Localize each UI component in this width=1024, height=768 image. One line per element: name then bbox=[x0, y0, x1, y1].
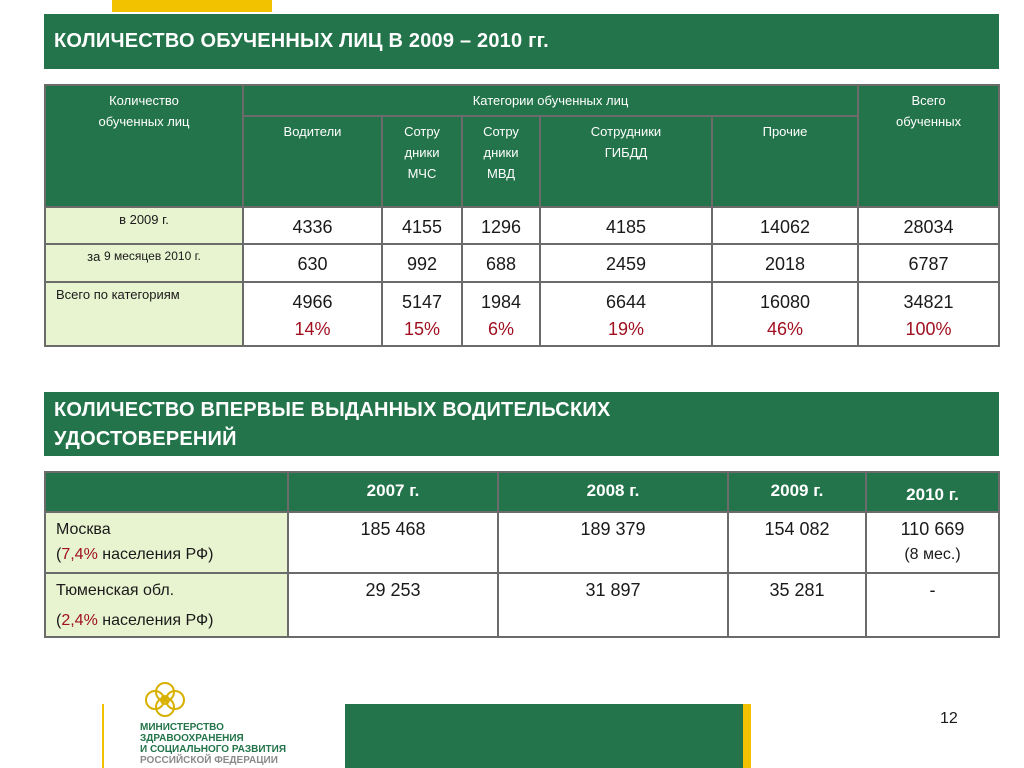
moscow-name: Москва bbox=[56, 521, 111, 538]
header-category-gibdd: Сотрудники ГИБДД bbox=[540, 116, 712, 207]
footer-divider bbox=[102, 704, 104, 768]
row-2009-label: в 2009 г. bbox=[45, 207, 243, 244]
header-category-mchs: Сотру дники МЧС bbox=[382, 116, 462, 207]
licenses-table bbox=[44, 471, 1000, 638]
total-drivers-percent: 14% bbox=[294, 319, 331, 339]
row-total-label: Всего по категориям bbox=[45, 282, 243, 346]
ministry-line4: РОССИЙСКОЙ ФЕДЕРАЦИИ bbox=[140, 755, 278, 766]
row-moscow-label bbox=[45, 512, 288, 573]
cell-total-mchs bbox=[382, 282, 462, 346]
footer-green-bar bbox=[345, 704, 743, 768]
cell-moscow-2009: 154 082 bbox=[728, 512, 866, 573]
moscow-2010-note: (8 мес.) bbox=[904, 546, 961, 563]
total-gibdd-percent: 19% bbox=[607, 319, 645, 339]
total-all-percent: 100% bbox=[905, 319, 952, 339]
cell-2010-mvd: 688 bbox=[462, 244, 540, 282]
ministry-logo-icon bbox=[135, 680, 195, 720]
cell-2010-mchs: 992 bbox=[382, 244, 462, 282]
cell-2009-other: 14062 bbox=[712, 207, 858, 244]
section1-title-text: КОЛИЧЕСТВО ОБУЧЕННЫХ ЛИЦ В 2009 – 2010 гг. bbox=[54, 30, 549, 52]
cell-moscow-2008: 189 379 bbox=[498, 512, 728, 573]
total-other-value: 16080 bbox=[759, 292, 811, 312]
cell-2010-drivers: 630 bbox=[243, 244, 382, 282]
cell-tyumen-2008: 31 897 bbox=[498, 573, 728, 637]
moscow-population: (7,4% населения РФ) bbox=[56, 546, 214, 563]
section2-title-line2: УДОСТОВЕРЕНИЙ bbox=[54, 428, 237, 450]
cell-total-all bbox=[858, 282, 999, 346]
cell-total-mvd bbox=[462, 282, 540, 346]
total-other-percent: 46% bbox=[767, 319, 804, 339]
cell-tyumen-2007: 29 253 bbox=[288, 573, 498, 637]
cell-total-drivers bbox=[243, 282, 382, 346]
total-mchs-percent: 15% bbox=[403, 319, 441, 339]
total-gibdd-value: 6644 bbox=[605, 292, 647, 312]
moscow-2010-value: 110 669 bbox=[900, 519, 965, 539]
header-total-label: Всего обученных bbox=[858, 85, 999, 207]
section1-title bbox=[44, 14, 999, 69]
row-2010-period: 9 месяцев 2010 г. bbox=[104, 249, 201, 263]
cell-tyumen-2010: - bbox=[866, 573, 999, 637]
header-year-2010: 2010 г. bbox=[866, 472, 999, 512]
cell-moscow-2007: 185 468 bbox=[288, 512, 498, 573]
ministry-line1: МИНИСТЕРСТВО bbox=[140, 722, 224, 733]
page-number: 12 bbox=[940, 710, 958, 727]
cell-2009-gibdd: 4185 bbox=[540, 207, 712, 244]
total-mvd-value: 1984 bbox=[480, 292, 522, 312]
cell-2009-mchs: 4155 bbox=[382, 207, 462, 244]
header-category-drivers: Водители bbox=[243, 116, 382, 207]
cell-2010-total: 6787 bbox=[858, 244, 999, 282]
header-category-mvd: Сотру дники МВД bbox=[462, 116, 540, 207]
header-category-other: Прочие bbox=[712, 116, 858, 207]
top-accent-bar bbox=[112, 0, 272, 12]
footer-yellow-bar bbox=[743, 704, 751, 768]
cell-tyumen-2009: 35 281 bbox=[728, 573, 866, 637]
cell-2010-gibdd: 2459 bbox=[540, 244, 712, 282]
cell-2009-drivers: 4336 bbox=[243, 207, 382, 244]
tyumen-name: Тюменская обл. bbox=[56, 582, 175, 599]
header-year-2007: 2007 г. bbox=[288, 472, 498, 512]
cell-2010-other: 2018 bbox=[712, 244, 858, 282]
total-all-value: 34821 bbox=[903, 292, 954, 312]
cell-moscow-2010 bbox=[866, 512, 999, 573]
header-categories-label: Категории обученных лиц bbox=[243, 85, 858, 116]
section2-title bbox=[44, 392, 999, 456]
cell-total-gibdd bbox=[540, 282, 712, 346]
ministry-name bbox=[140, 722, 286, 766]
tyumen-percent: 2,4% bbox=[61, 612, 98, 629]
total-mchs-value: 5147 bbox=[401, 292, 443, 312]
moscow-percent: 7,4% bbox=[61, 546, 98, 563]
header-year-2008: 2008 г. bbox=[498, 472, 728, 512]
total-drivers-value: 4966 bbox=[292, 292, 333, 312]
cell-2009-total: 28034 bbox=[858, 207, 999, 244]
header-empty bbox=[45, 472, 288, 512]
total-mvd-percent: 6% bbox=[487, 319, 514, 339]
trained-people-table bbox=[44, 84, 1000, 347]
row-tyumen-label bbox=[45, 573, 288, 637]
cell-2009-mvd: 1296 bbox=[462, 207, 540, 244]
ministry-line3: И СОЦИАЛЬНОГО РАЗВИТИЯ bbox=[140, 744, 287, 755]
ministry-line2: ЗДРАВООХРАНЕНИЯ bbox=[140, 733, 244, 744]
row-2010-label bbox=[45, 244, 243, 282]
header-year-2009: 2009 г. bbox=[728, 472, 866, 512]
tyumen-population: (2,4% населения РФ) bbox=[56, 612, 214, 629]
header-count-label: Количество обученных лиц bbox=[45, 85, 243, 207]
section2-title-line1: КОЛИЧЕСТВО ВПЕРВЫЕ ВЫДАННЫХ ВОДИТЕЛЬСКИХ bbox=[54, 399, 611, 421]
row-2010-prefix: за bbox=[87, 249, 101, 264]
cell-total-other bbox=[712, 282, 858, 346]
